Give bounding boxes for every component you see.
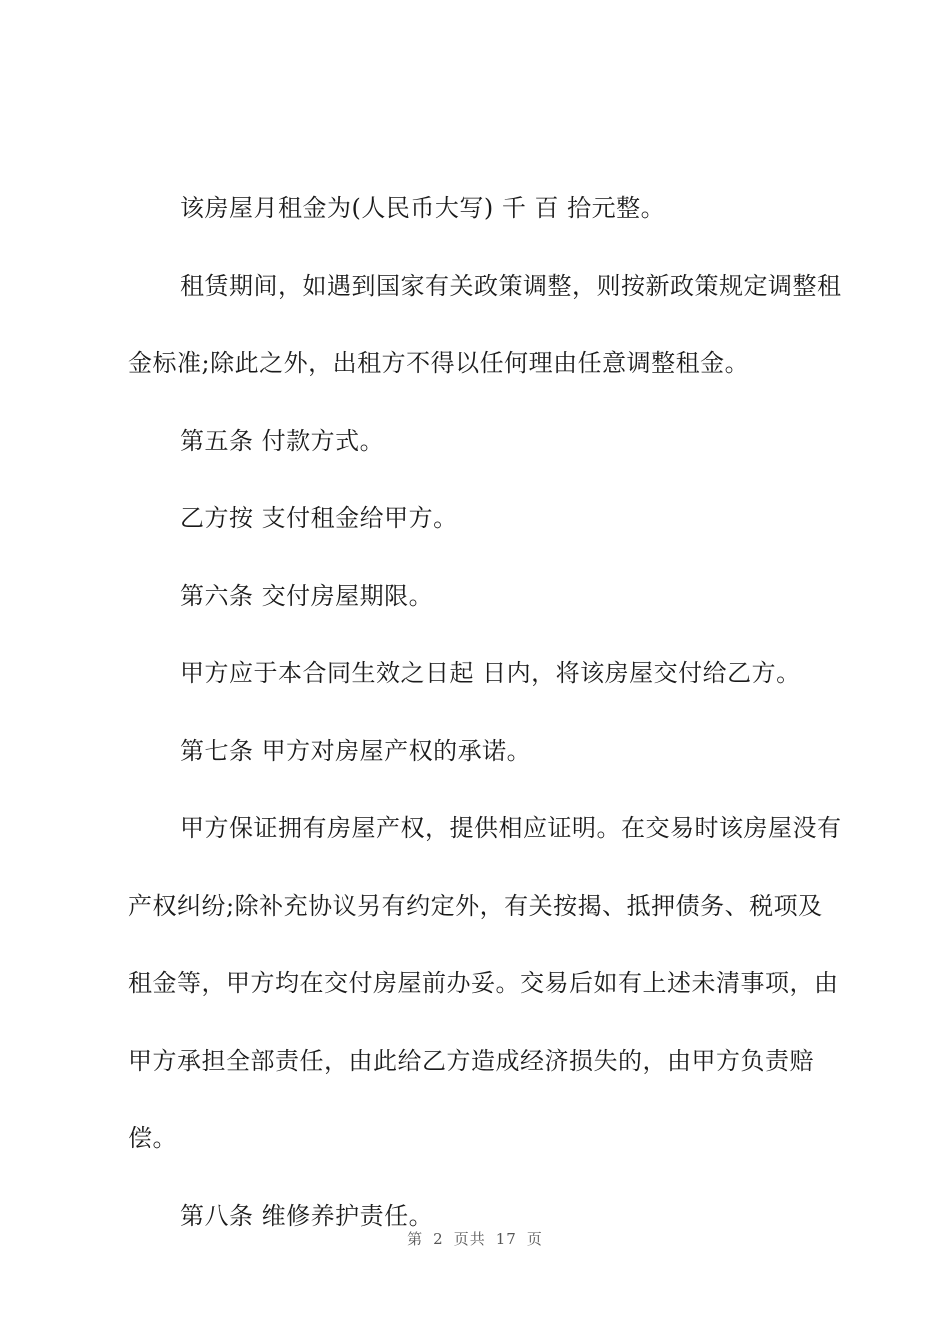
page-footer — [0, 1228, 950, 1249]
footer-middle: 页共 — [453, 1230, 486, 1248]
paragraph-delivery: 甲方应于本合同生效之日起 日内，将该房屋交付给乙方。 — [180, 659, 801, 687]
footer-total-pages: 17 — [495, 1230, 517, 1248]
heading-article-7: 第七条 甲方对房屋产权的承诺。 — [180, 736, 532, 765]
footer-prefix: 第 — [407, 1230, 424, 1248]
paragraph-monthly-rent: 该房屋月租金为(人民币大写) 千 百 拾元整。 — [180, 194, 666, 222]
heading-article-5: 第五条 付款方式。 — [180, 426, 385, 455]
footer-suffix: 页 — [526, 1230, 543, 1248]
heading-article-8: 第八条 维修养护责任。 — [180, 1201, 434, 1230]
footer-current-page: 2 — [433, 1230, 444, 1248]
paragraph-property-rights: 甲方保证拥有房屋产权，提供相应证明。在交易时该房屋没有产权纠纷;除补充协议另有约定外，有关按揭、抵押债务、税项及租金等，甲方均在交付房屋前办妥。交易后如有上述未清事项，由甲方承担全部责任，由此给乙方造成经济损失的，由甲方负责赔偿。 — [128, 814, 842, 1152]
document-body — [128, 170, 844, 1255]
heading-article-6: 第六条 交付房屋期限。 — [180, 581, 434, 610]
paragraph-rent-adjustment: 租赁期间，如遇到国家有关政策调整，则按新政策规定调整租金标准;除此之外，出租方不得以任何理由任意调整租金。 — [128, 271, 842, 377]
paragraph-payment: 乙方按 支付租金给甲方。 — [180, 504, 458, 532]
